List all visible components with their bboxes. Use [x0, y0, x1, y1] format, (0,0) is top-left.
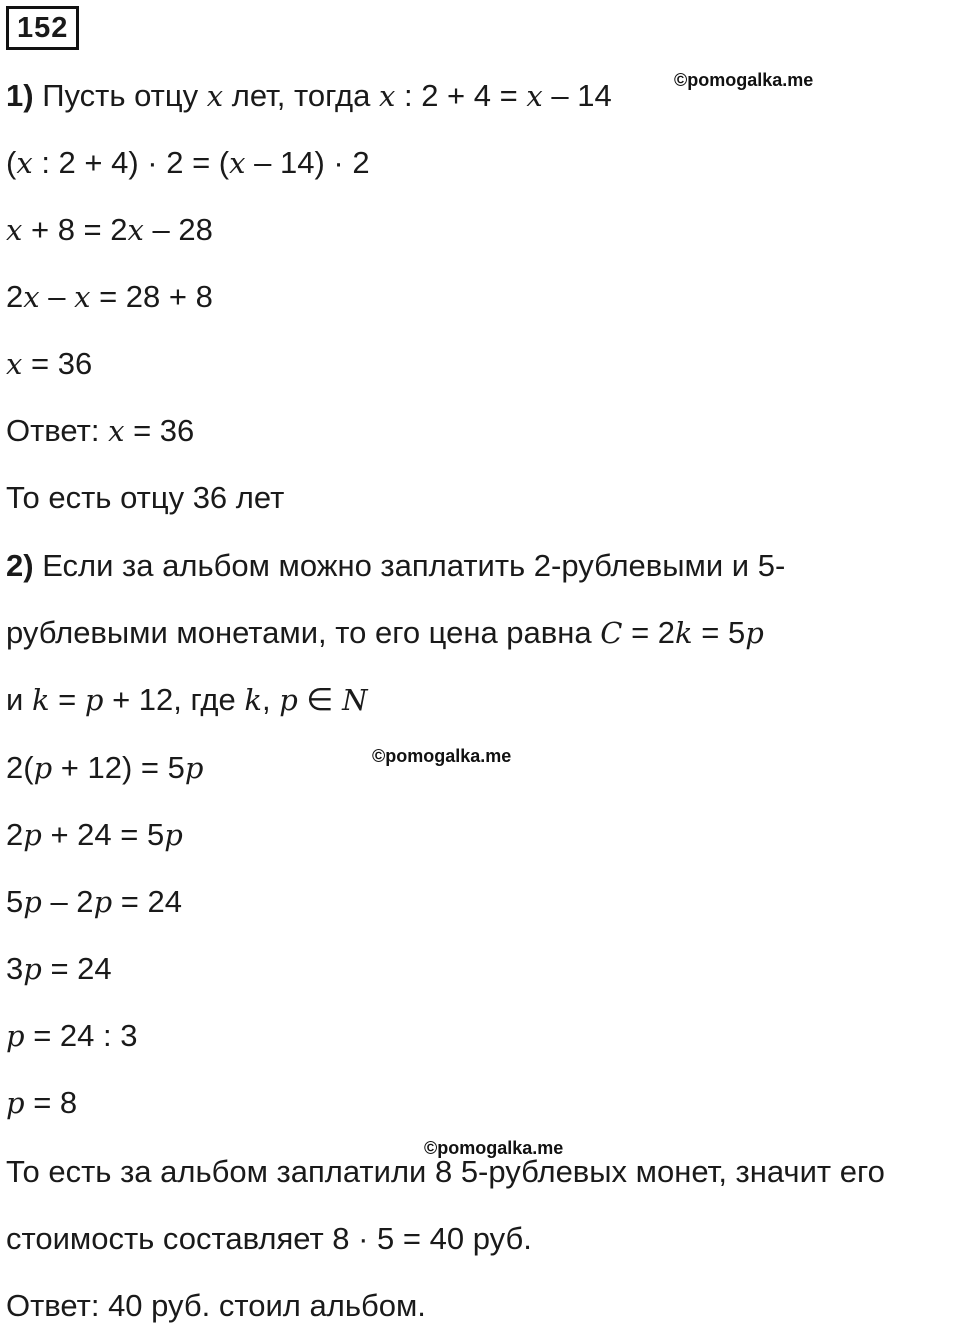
watermark-middle: ©pomogalka.me — [372, 746, 512, 766]
var-p: p — [745, 616, 764, 650]
part2-conclusion-line1: То есть за альбом заплатили 8 5-рублевых монет, значит его — [6, 1154, 885, 1189]
var-p: p — [164, 818, 183, 852]
var-p: p — [184, 751, 204, 785]
equation-text: , — [261, 682, 271, 717]
var-x: x — [23, 280, 40, 314]
part1-step2 — [6, 143, 370, 183]
answer-label: Ответ: — [6, 413, 100, 448]
watermark-top: ©pomogalka.me — [674, 70, 814, 90]
part1-step4 — [6, 277, 213, 317]
var-x: x — [526, 79, 543, 113]
var-x: x — [16, 146, 33, 180]
equation-text: = 36 — [133, 413, 195, 448]
part1-intro: Пусть отцу — [42, 78, 199, 113]
var-x: x — [108, 414, 125, 448]
var-p: p — [84, 683, 104, 717]
equation-text: = 28 + 8 — [99, 279, 213, 314]
equation-text: 5 — [6, 884, 24, 919]
equation-text: = 24 — [50, 951, 112, 986]
part1-label: 1) — [6, 78, 34, 113]
equation-text: + 12, где — [112, 682, 236, 717]
part2-statement-line1 — [6, 546, 785, 586]
equation-text: ( — [6, 145, 17, 180]
var-N: N — [342, 683, 368, 717]
problem-number-box: 152 — [6, 6, 79, 50]
var-x: x — [229, 146, 246, 180]
part2-step1 — [6, 748, 203, 788]
part2-statement-line2 — [6, 613, 764, 653]
part2-step4 — [6, 949, 112, 989]
part1-step3 — [6, 210, 213, 250]
equation-text: + 12) = 5 — [60, 750, 185, 785]
var-p: p — [279, 683, 298, 717]
equation-text: + 24 = 5 — [50, 817, 165, 852]
equation-text: = 36 — [30, 346, 93, 381]
equation-text: : 2 + 4) · 2 = ( — [41, 145, 230, 180]
part2-statement-line3 — [6, 680, 367, 720]
part2-answer: Ответ: 40 руб. стоил альбом. — [6, 1288, 426, 1323]
equation-text: = — [58, 682, 77, 717]
var-k: k — [31, 683, 50, 717]
equation-text: = 24 : 3 — [33, 1018, 138, 1053]
var-x: x — [74, 280, 91, 314]
var-p: p — [23, 885, 42, 919]
var-p: p — [93, 885, 113, 919]
part1-answer — [6, 411, 194, 451]
equation-text: + 8 = 2 — [30, 212, 128, 247]
part2-step2 — [6, 815, 183, 855]
var-x: x — [127, 213, 144, 247]
var-k: k — [675, 616, 693, 650]
var-p: p — [6, 1019, 25, 1053]
statement-text: рублевыми монетами, то его цена равна — [6, 615, 592, 650]
var-x: x — [6, 347, 23, 381]
var-x: x — [6, 213, 23, 247]
var-x: x — [206, 79, 224, 113]
part2-step3 — [6, 882, 182, 922]
var-x: x — [378, 79, 396, 113]
part2-conclusion-line2: стоимость составляет 8 · 5 = 40 руб. — [6, 1221, 532, 1256]
part1-statement — [6, 76, 612, 116]
equation-text: 3 — [6, 951, 24, 986]
part2-label: 2) — [6, 548, 34, 583]
var-p: p — [6, 1086, 25, 1120]
var-k: k — [244, 683, 262, 717]
equation-text: = 2 — [631, 615, 676, 650]
equation-text: – 2 — [50, 884, 94, 919]
part2-step6 — [6, 1083, 77, 1123]
part1-step5 — [6, 344, 92, 384]
part1-intro2: лет, тогда — [231, 78, 371, 113]
equation-text: = 8 — [33, 1085, 78, 1120]
element-of-symbol: ∈ — [306, 682, 334, 717]
part2-step5 — [6, 1016, 137, 1056]
equation-text: 2 — [6, 817, 24, 852]
part1-conclusion: То есть отцу 36 лет — [6, 480, 285, 515]
var-C: C — [600, 616, 623, 650]
equation-text: : 2 + 4 = — [403, 78, 518, 113]
equation-text: 2( — [6, 750, 34, 785]
equation-text: = 5 — [701, 615, 746, 650]
var-p: p — [23, 818, 42, 852]
statement-text: и — [6, 682, 24, 717]
equation-text: – 28 — [152, 212, 213, 247]
equation-text: – 14 — [551, 78, 612, 113]
equation-text: – 14) · 2 — [254, 145, 370, 180]
statement-text: Если за альбом можно заплатить 2-рублевыми и 5- — [42, 548, 786, 583]
var-p: p — [23, 952, 42, 986]
equation-text: – — [48, 279, 66, 314]
watermark-bottom: ©pomogalka.me — [424, 1138, 564, 1158]
equation-text: 2 — [6, 279, 24, 314]
var-p: p — [33, 751, 53, 785]
equation-text: = 24 — [120, 884, 182, 919]
